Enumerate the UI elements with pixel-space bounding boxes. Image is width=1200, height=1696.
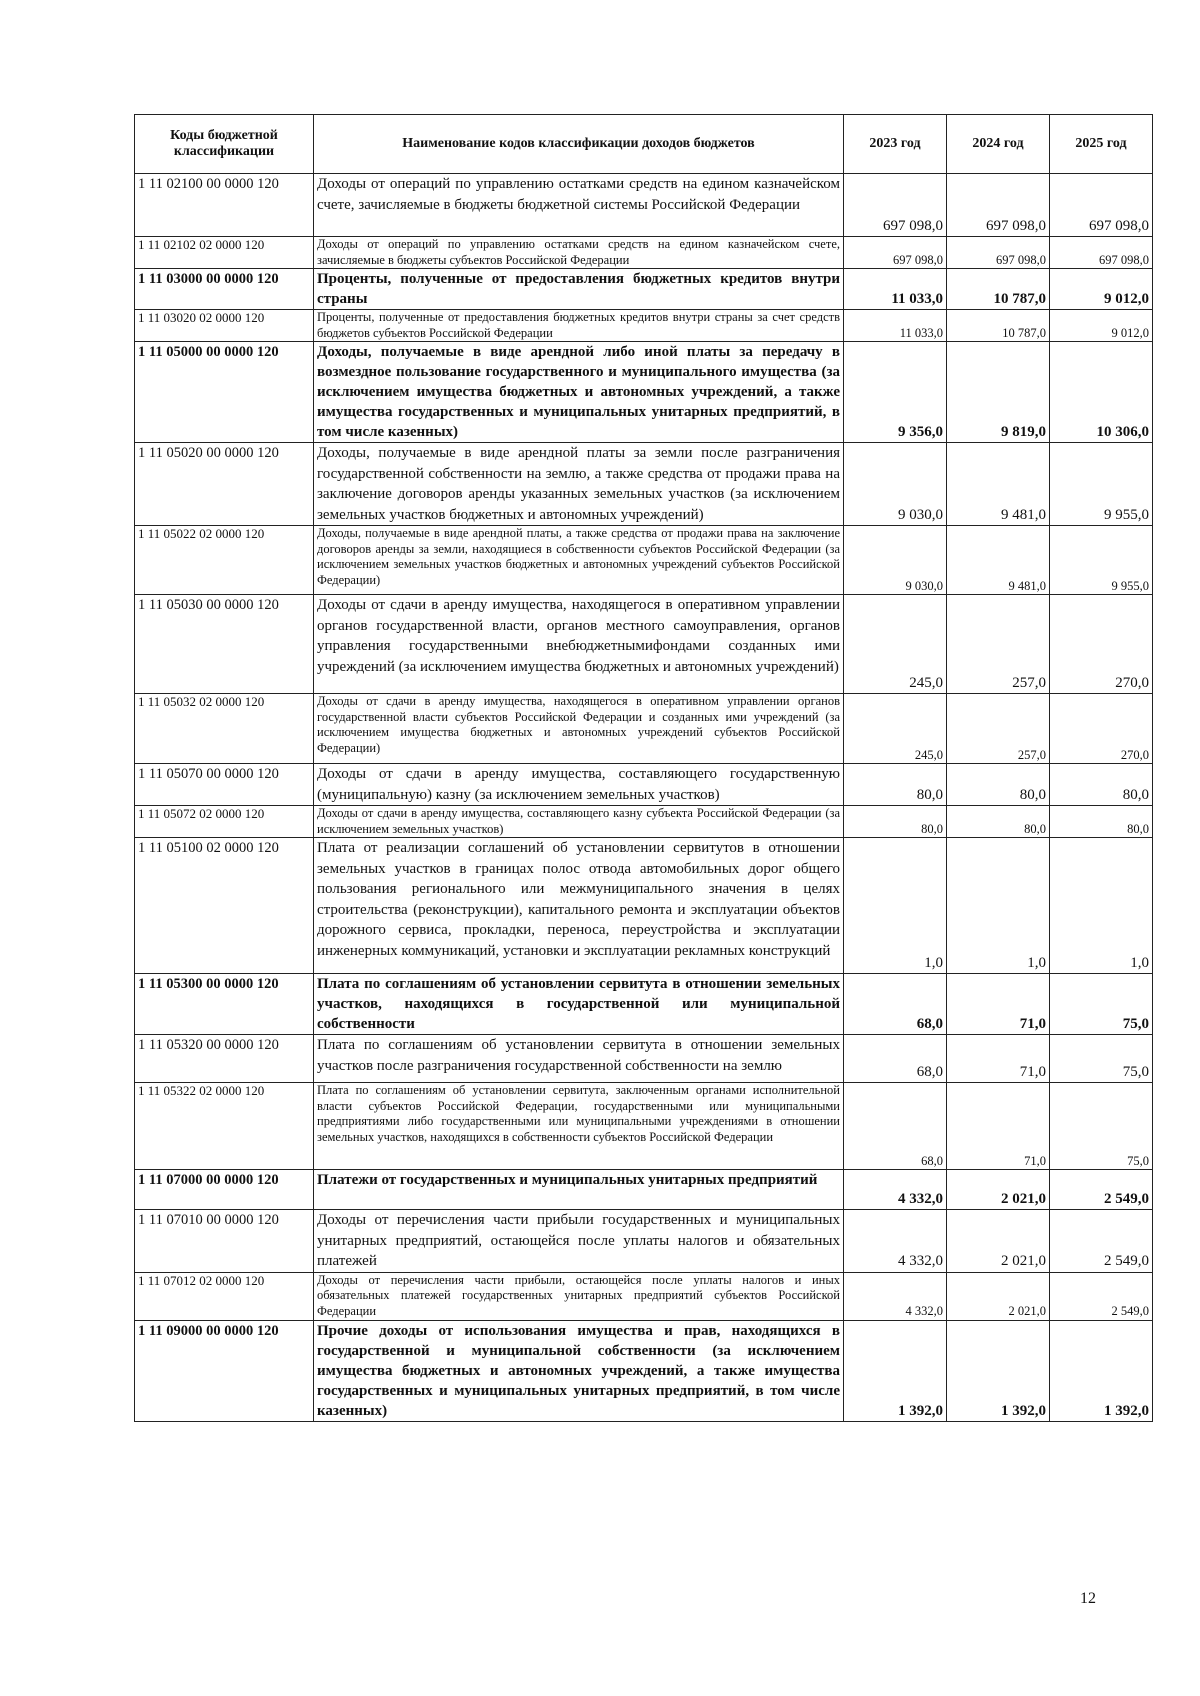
row-name: Плата по соглашениям об установлении сервитута в отношении земельных участков после разграничения государственной собственности на землю (314, 1035, 844, 1083)
row-name: Доходы, получаемые в виде арендной либо иной платы за передачу в возмездное пользование государственного и муниципального имущества (за исключением имущества бюджетных и автономных учреждений, а также имущества государственных и муниципальных унитарных предприятий, в том числе казенных) (314, 342, 844, 443)
value-2025: 697 098,0 (1050, 237, 1153, 269)
row-name: Плата по соглашениям об установлении сервитута в отношении земельных участков, находящихся в государственной или муниципальной собственности (314, 974, 844, 1035)
row-code: 1 11 07000 00 0000 120 (135, 1170, 314, 1210)
value-2024: 1,0 (947, 838, 1050, 974)
value-2025: 270,0 (1050, 694, 1153, 764)
value-2023: 1,0 (844, 838, 947, 974)
value-2023: 9 030,0 (844, 526, 947, 595)
header-row (135, 115, 1153, 174)
row-name: Доходы от операций по управлению остатками средств на едином казначейском счете, зачисляемые в бюджеты бюджетной системы Российской Федерации (314, 174, 844, 237)
value-2025: 9 012,0 (1050, 310, 1153, 342)
value-2025: 9 012,0 (1050, 269, 1153, 310)
value-2024: 2 021,0 (947, 1170, 1050, 1210)
row-code: 1 11 05070 00 0000 120 (135, 764, 314, 806)
value-2024: 257,0 (947, 595, 1050, 694)
row-name: Плата по соглашениям об установлении сервитута, заключенным органами исполнительной власти субъектов Российской Федерации, государственными или муниципальными предприятиями либо государственными или муниципальными учреждениями в отношении земельных участков, находящихся в собственности субъектов Российской Федерации (314, 1083, 844, 1170)
row-code: 1 11 05022 02 0000 120 (135, 526, 314, 595)
row-name: Доходы от перечисления части прибыли государственных и муниципальных унитарных предприятий, остающейся после уплаты налогов и обязательных платежей (314, 1210, 844, 1273)
table-row (135, 1170, 1153, 1210)
value-2025: 1 392,0 (1050, 1320, 1153, 1421)
value-2024: 697 098,0 (947, 174, 1050, 237)
value-2024: 10 787,0 (947, 310, 1050, 342)
value-2023: 245,0 (844, 694, 947, 764)
value-2024: 10 787,0 (947, 269, 1050, 310)
table-row (135, 269, 1153, 310)
row-name: Доходы от перечисления части прибыли, остающейся после уплаты налогов и иных обязательных платежей государственных унитарных предприятий субъектов Российской Федерации (314, 1272, 844, 1320)
header-2023: 2023 год (844, 115, 947, 174)
table-row (135, 443, 1153, 526)
value-2023: 4 332,0 (844, 1210, 947, 1273)
value-2025: 75,0 (1050, 1083, 1153, 1170)
value-2025: 2 549,0 (1050, 1210, 1153, 1273)
table-row (135, 1320, 1153, 1421)
header-2024: 2024 год (947, 115, 1050, 174)
row-code: 1 11 05030 00 0000 120 (135, 595, 314, 694)
row-name: Проценты, полученные от предоставления бюджетных кредитов внутри страны (314, 269, 844, 310)
value-2023: 697 098,0 (844, 174, 947, 237)
table-row (135, 1210, 1153, 1273)
value-2024: 1 392,0 (947, 1320, 1050, 1421)
row-name: Проценты, полученные от предоставления бюджетных кредитов внутри страны за счет средств бюджетов субъектов Российской Федерации (314, 310, 844, 342)
value-2025: 270,0 (1050, 595, 1153, 694)
value-2023: 4 332,0 (844, 1170, 947, 1210)
row-name: Прочие доходы от использования имущества и прав, находящихся в государственной и муниципальной собственности (за исключением имущества бюджетных и автономных учреждений, а также имущества государственных и муниципальных унитарных предприятий, в том числе казенных) (314, 1320, 844, 1421)
row-code: 1 11 05032 02 0000 120 (135, 694, 314, 764)
row-name: Доходы от сдачи в аренду имущества, составляющего государственную (муниципальную) казну (за исключением земельных участков) (314, 764, 844, 806)
row-name: Платежи от государственных и муниципальных унитарных предприятий (314, 1170, 844, 1210)
table-row (135, 342, 1153, 443)
row-code: 1 11 05000 00 0000 120 (135, 342, 314, 443)
value-2024: 2 021,0 (947, 1210, 1050, 1273)
table-row (135, 310, 1153, 342)
row-code: 1 11 05100 02 0000 120 (135, 838, 314, 974)
header-name: Наименование кодов классификации доходов бюджетов (314, 115, 844, 174)
table-row (135, 237, 1153, 269)
value-2023: 245,0 (844, 595, 947, 694)
row-code: 1 11 02102 02 0000 120 (135, 237, 314, 269)
value-2024: 697 098,0 (947, 237, 1050, 269)
value-2023: 697 098,0 (844, 237, 947, 269)
table-row (135, 174, 1153, 237)
value-2025: 75,0 (1050, 1035, 1153, 1083)
table-row (135, 1035, 1153, 1083)
row-code: 1 11 05322 02 0000 120 (135, 1083, 314, 1170)
value-2025: 697 098,0 (1050, 174, 1153, 237)
row-code: 1 11 03000 00 0000 120 (135, 269, 314, 310)
value-2023: 9 356,0 (844, 342, 947, 443)
table-row (135, 526, 1153, 595)
row-name: Доходы, получаемые в виде арендной платы за земли после разграничения государственной собственности на землю, а также средства от продажи права на заключение договоров аренды указанных земельных участков (за исключением земельных участков бюджетных и автономных учреждений) (314, 443, 844, 526)
value-2024: 80,0 (947, 806, 1050, 838)
table-row (135, 694, 1153, 764)
revenue-table (134, 114, 1153, 1422)
row-name: Доходы от операций по управлению остатками средств на едином казначейском счете, зачисляемые в бюджеты субъектов Российской Федерации (314, 237, 844, 269)
value-2023: 80,0 (844, 806, 947, 838)
value-2023: 80,0 (844, 764, 947, 806)
table-row (135, 1083, 1153, 1170)
value-2023: 11 033,0 (844, 269, 947, 310)
value-2023: 68,0 (844, 974, 947, 1035)
value-2025: 10 306,0 (1050, 342, 1153, 443)
value-2024: 9 481,0 (947, 443, 1050, 526)
value-2025: 2 549,0 (1050, 1170, 1153, 1210)
value-2023: 1 392,0 (844, 1320, 947, 1421)
row-name: Доходы от сдачи в аренду имущества, составляющего казну субъекта Российской Федерации (за исключением земельных участков) (314, 806, 844, 838)
value-2024: 9 819,0 (947, 342, 1050, 443)
value-2025: 9 955,0 (1050, 443, 1153, 526)
value-2025: 75,0 (1050, 974, 1153, 1035)
value-2023: 9 030,0 (844, 443, 947, 526)
value-2024: 257,0 (947, 694, 1050, 764)
row-code: 1 11 07012 02 0000 120 (135, 1272, 314, 1320)
value-2024: 9 481,0 (947, 526, 1050, 595)
header-2025: 2025 год (1050, 115, 1153, 174)
value-2023: 68,0 (844, 1035, 947, 1083)
value-2024: 80,0 (947, 764, 1050, 806)
value-2023: 68,0 (844, 1083, 947, 1170)
value-2023: 4 332,0 (844, 1272, 947, 1320)
table-row (135, 595, 1153, 694)
row-code: 1 11 05320 00 0000 120 (135, 1035, 314, 1083)
value-2024: 71,0 (947, 1083, 1050, 1170)
header-code: Коды бюджетной классификации (135, 115, 314, 174)
table-row (135, 806, 1153, 838)
row-code: 1 11 07010 00 0000 120 (135, 1210, 314, 1273)
row-code: 1 11 05072 02 0000 120 (135, 806, 314, 838)
row-code: 1 11 05300 00 0000 120 (135, 974, 314, 1035)
row-name: Доходы от сдачи в аренду имущества, находящегося в оперативном управлении органов государственной власти, органов местного самоуправления, органов управления государственными внебюджетнымифондами созданных ими учреждений (за исключением имущества бюджетных и автономных учреждений) (314, 595, 844, 694)
row-code: 1 11 05020 00 0000 120 (135, 443, 314, 526)
value-2025: 80,0 (1050, 806, 1153, 838)
table-row (135, 838, 1153, 974)
value-2025: 2 549,0 (1050, 1272, 1153, 1320)
value-2025: 1,0 (1050, 838, 1153, 974)
row-name: Доходы, получаемые в виде арендной платы, а также средства от продажи права на заключение договоров аренды за земли, находящиеся в собственности субъектов Российской Федерации (за исключением земельных участков бюджетных и автономных учреждений субъектов Российской Федерации) (314, 526, 844, 595)
row-code: 1 11 09000 00 0000 120 (135, 1320, 314, 1421)
value-2023: 11 033,0 (844, 310, 947, 342)
value-2024: 71,0 (947, 1035, 1050, 1083)
row-name: Плата от реализации соглашений об установлении сервитутов в отношении земельных участков в границах полос отвода автомобильных дорог общего пользования регионального или межмуниципального значения в целях строительства (реконструкции), капитального ремонта и эксплуатации объектов дорожного сервиса, прокладки, переноса, переустройства и эксплуатации инженерных коммуникаций, установки и эксплуатации рекламных конструкций (314, 838, 844, 974)
value-2025: 9 955,0 (1050, 526, 1153, 595)
value-2024: 2 021,0 (947, 1272, 1050, 1320)
table-body (135, 174, 1153, 1422)
row-name: Доходы от сдачи в аренду имущества, находящегося в оперативном управлении органов государственной власти субъектов Российской Федерации и созданных ими учреждений (за исключением имущества бюджетных и автономных учреждений субъектов Российской Федерации) (314, 694, 844, 764)
page-number: 12 (1080, 1590, 1096, 1607)
table-row (135, 974, 1153, 1035)
table-row (135, 1272, 1153, 1320)
value-2024: 71,0 (947, 974, 1050, 1035)
table-header (135, 115, 1153, 174)
table-row (135, 764, 1153, 806)
value-2025: 80,0 (1050, 764, 1153, 806)
row-code: 1 11 02100 00 0000 120 (135, 174, 314, 237)
row-code: 1 11 03020 02 0000 120 (135, 310, 314, 342)
